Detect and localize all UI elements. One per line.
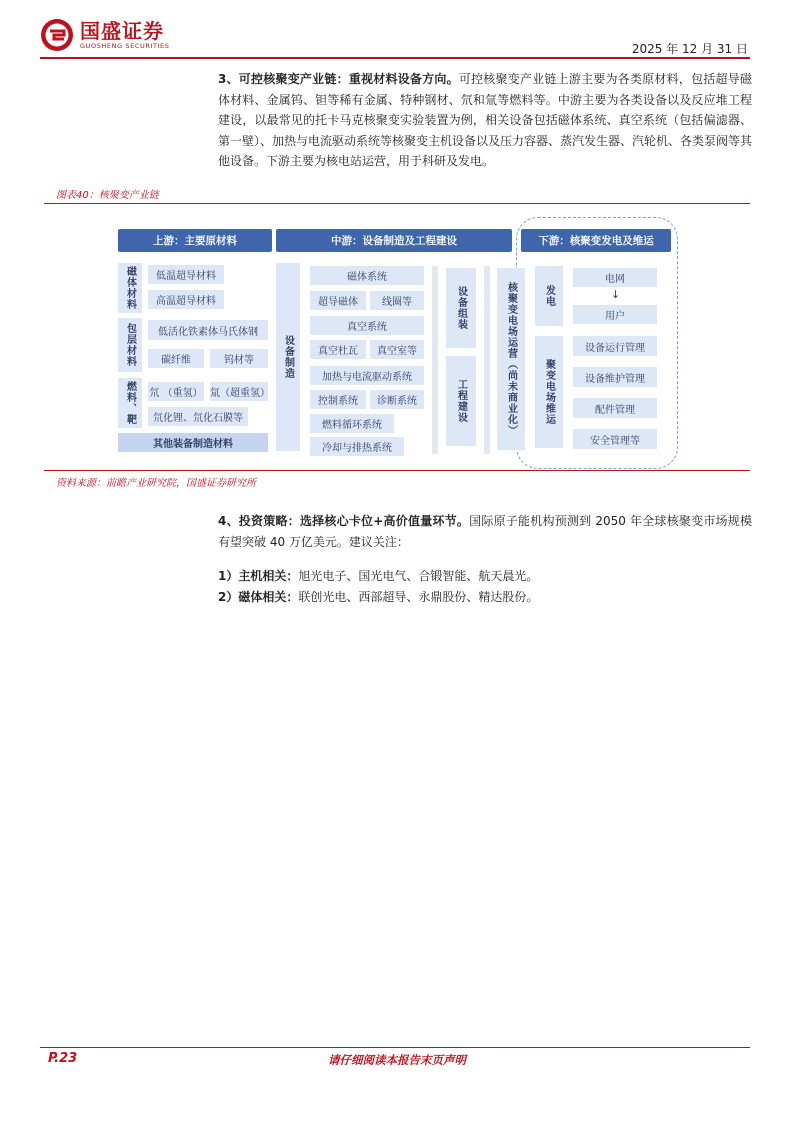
midstream-operation: 核聚变电场运营（尚未商业化） (497, 268, 525, 450)
downstream-power-label: 发电 (535, 266, 563, 326)
upstream-item: 钨材等 (210, 349, 268, 368)
downstream-maint-item: 设备维护管理 (573, 367, 657, 387)
paragraph-lead: 3、可控核聚变产业链：重视材料设备方向。 (218, 72, 459, 86)
downstream-maint-item: 配件管理 (573, 398, 657, 418)
midstream-system: 控制系统 (310, 390, 366, 409)
figure-top-rule (44, 203, 750, 204)
upstream-group-fuel-label: 燃料、靶 (118, 378, 142, 428)
downstream-user: 用户 (573, 305, 657, 324)
downstream-maint-item: 设备运行管理 (573, 336, 657, 356)
upstream-item: 低活化铁素体马氏体钢 (148, 320, 268, 340)
midstream-header: 中游：设备制造及工程建设 (276, 229, 512, 252)
midstream-divider (484, 266, 490, 454)
midstream-system: 真空杜瓦 (310, 340, 366, 359)
midstream-system: 加热与电流驱动系统 (310, 366, 424, 385)
logo-chinese-text: 国盛证券 (80, 18, 164, 43)
upstream-bottom-item: 其他装备制造材料 (118, 433, 268, 452)
down-arrow-icon: ↓ (611, 288, 621, 301)
downstream-header: 下游：核聚变发电及维运 (521, 229, 671, 252)
list-item (218, 566, 752, 587)
report-date: 2025 年 12 月 31 日 (631, 42, 748, 56)
downstream-maint-label: 聚变电场维运 (535, 336, 563, 448)
midstream-system: 真空系统 (310, 316, 424, 335)
upstream-item: 氘化锂、氘化石膜等 (148, 407, 248, 426)
paragraph-lead: 4、投资策略：选择核心卡位+高价值量环节。 (218, 514, 470, 528)
paragraph-investment (218, 511, 752, 552)
downstream-maint-item: 安全管理等 (573, 429, 657, 449)
list-item (218, 587, 752, 608)
upstream-group-blanket-label: 包层材料 (118, 318, 142, 372)
midstream-system: 线圈等 (370, 291, 424, 310)
list-item-lead: 1）主机相关： (218, 569, 299, 583)
upstream-item: 碳纤维 (148, 349, 204, 368)
list-item-text: 联创光电、西部超导、永鼎股份、精达股份。 (298, 589, 539, 604)
footer-divider (40, 1047, 750, 1048)
page-number: P.23 (48, 1051, 78, 1066)
logo-english-text: GUOSHENG SECURITIES (80, 41, 170, 50)
upstream-header: 上游：主要原材料 (118, 229, 272, 252)
midstream-system: 真空室等 (370, 340, 424, 359)
footer-disclaimer: 请仔细阅读本报告末页声明 (328, 1053, 466, 1067)
downstream-grid: 电网 (573, 268, 657, 287)
midstream-system: 诊断系统 (370, 390, 424, 409)
midstream-divider (432, 266, 438, 454)
midstream-assembly: 设备组装 (446, 268, 476, 348)
midstream-system: 磁体系统 (310, 266, 424, 285)
list-item-text: 旭光电子、国光电气、合锻智能、航天晨光。 (298, 569, 539, 583)
recommendation-list (218, 566, 752, 607)
paragraph-body: 可控核聚变产业链上游主要为各类原材料，包括超导磁体材料、金属钨、钽等稀有金属、特种钢材、氘和氚等燃料等。中游主要为各类设备以及反应堆工程建设，以最常见的托卡马克核聚变实验装置为例，相关设备包括磁体系统、真空系统（包括偏滤器、第一壁）、加热与电流驱动系统等核聚变主机设备以及压力容器、蒸汽发生器、汽轮机、各类泵阀等其他设备。下游主要为核电站运营，用于科研及发电。 (218, 72, 753, 168)
upstream-group-magnet-label: 磁体材料 (118, 263, 142, 313)
paragraph-body: 国际原子能机构预测到 2050 年全球核聚变市场规模有望突破 40 万亿美元。建议关注： (218, 514, 753, 549)
figure-bottom-rule (44, 470, 750, 471)
upstream-item: 氚（超重氢） (210, 382, 268, 401)
list-item-lead: 2）磁体相关： (218, 589, 299, 604)
upstream-item: 高温超导材料 (148, 290, 224, 309)
midstream-system: 燃料循环系统 (310, 414, 394, 433)
figure-title: 图表40：核聚变产业链 (56, 190, 159, 201)
figure-source: 资料来源：前瞻产业研究院，国盛证券研究所 (56, 478, 256, 489)
midstream-engineering: 工程建设 (446, 356, 476, 446)
upstream-item: 氘 （重氢） (148, 382, 204, 401)
paragraph-industry-chain (218, 69, 752, 172)
downstream-frame (516, 217, 678, 469)
midstream-system: 冷却与排热系统 (310, 437, 404, 456)
company-logo (40, 18, 169, 52)
header-divider (40, 57, 750, 59)
midstream-device-label: 设备制造 (276, 263, 300, 451)
guosheng-logo-icon (40, 18, 74, 52)
midstream-system: 超导磁体 (310, 291, 366, 310)
upstream-item: 低温超导材料 (148, 265, 224, 284)
